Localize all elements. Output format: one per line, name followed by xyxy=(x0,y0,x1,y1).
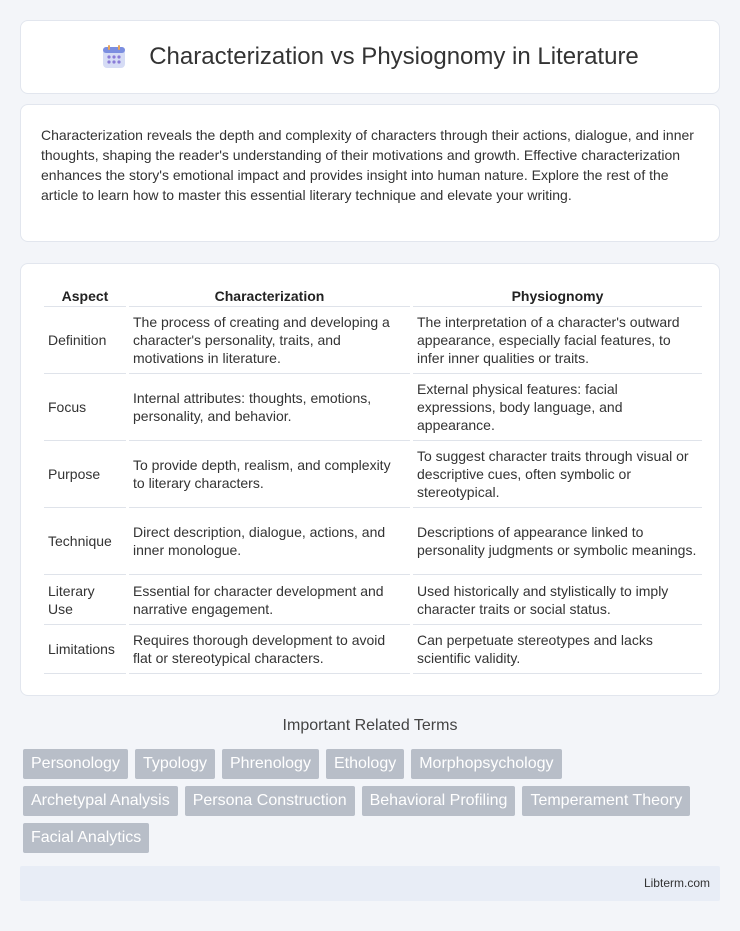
table-header-row xyxy=(44,282,702,306)
tag-phrenology[interactable]: Phrenology xyxy=(222,749,319,779)
table-row xyxy=(44,574,702,624)
cell-physiognomy: To suggest character traits through visual or descriptive cues, often symbolic or stereotypical. xyxy=(413,440,702,507)
tag-personology[interactable]: Personology xyxy=(23,749,128,779)
cell-characterization: Direct description, dialogue, actions, and inner monologue. xyxy=(129,507,410,574)
related-terms-list xyxy=(23,749,713,853)
cell-aspect: Limitations xyxy=(44,624,126,674)
cell-physiognomy: Used historically and stylistically to imply character traits or social status. xyxy=(413,574,702,624)
tag-facial-analytics[interactable]: Facial Analytics xyxy=(23,823,149,853)
tag-archetypal-analysis[interactable]: Archetypal Analysis xyxy=(23,786,178,816)
table-row xyxy=(44,440,702,507)
cell-physiognomy: Descriptions of appearance linked to personality judgments or symbolic meanings. xyxy=(413,507,702,574)
cell-aspect: Purpose xyxy=(44,440,126,507)
tag-behavioral-profiling[interactable]: Behavioral Profiling xyxy=(362,786,516,816)
cell-aspect: Definition xyxy=(44,306,126,373)
cell-physiognomy: The interpretation of a character's outward appearance, especially facial features, to infer inner qualities or traits. xyxy=(413,306,702,373)
cell-characterization: To provide depth, realism, and complexity to literary characters. xyxy=(129,440,410,507)
tag-temperament-theory[interactable]: Temperament Theory xyxy=(522,786,690,816)
footer xyxy=(20,866,720,901)
tag-persona-construction[interactable]: Persona Construction xyxy=(185,786,355,816)
cell-characterization: The process of creating and developing a character's personality, traits, and motivations in literature. xyxy=(129,306,410,373)
comparison-table xyxy=(41,282,705,674)
intro-text: Characterization reveals the depth and complexity of characters through their actions, dialogue, and inner thoughts, shaping the reader's understanding of their motivations and growth. Effective characterization enhances the story's emotional impact and provides insight into human nature. Explore the rest of the article to learn how to master this essential literary technique and elevate your writing. xyxy=(41,127,694,203)
comparison-table-card xyxy=(20,263,720,696)
table-row xyxy=(44,373,702,440)
page-title: Characterization vs Physiognomy in Literature xyxy=(149,43,639,70)
cell-characterization: Internal attributes: thoughts, emotions, personality, and behavior. xyxy=(129,373,410,440)
tag-ethology[interactable]: Ethology xyxy=(326,749,404,779)
tag-typology[interactable]: Typology xyxy=(135,749,215,779)
related-terms-title: Important Related Terms xyxy=(282,717,458,734)
intro-card xyxy=(20,104,720,242)
header-card xyxy=(20,20,720,94)
header-characterization: Characterization xyxy=(214,288,325,304)
table-row xyxy=(44,624,702,674)
cell-aspect: Focus xyxy=(44,373,126,440)
table-row xyxy=(44,306,702,373)
cell-characterization: Essential for character development and narrative engagement. xyxy=(129,574,410,624)
calendar-grid-icon xyxy=(101,44,127,70)
cell-physiognomy: Can perpetuate stereotypes and lacks scientific validity. xyxy=(413,624,702,674)
header-physiognomy: Physiognomy xyxy=(511,288,604,304)
cell-physiognomy: External physical features: facial expressions, body language, and appearance. xyxy=(413,373,702,440)
cell-characterization: Requires thorough development to avoid flat or stereotypical characters. xyxy=(129,624,410,674)
cell-aspect: Technique xyxy=(44,507,126,574)
table-row xyxy=(44,507,702,574)
cell-aspect: Literary Use xyxy=(44,574,126,624)
header-aspect: Aspect xyxy=(61,288,109,304)
tag-morphopsychology[interactable]: Morphopsychology xyxy=(411,749,561,779)
footer-site-link[interactable]: Libterm.com xyxy=(643,876,710,890)
